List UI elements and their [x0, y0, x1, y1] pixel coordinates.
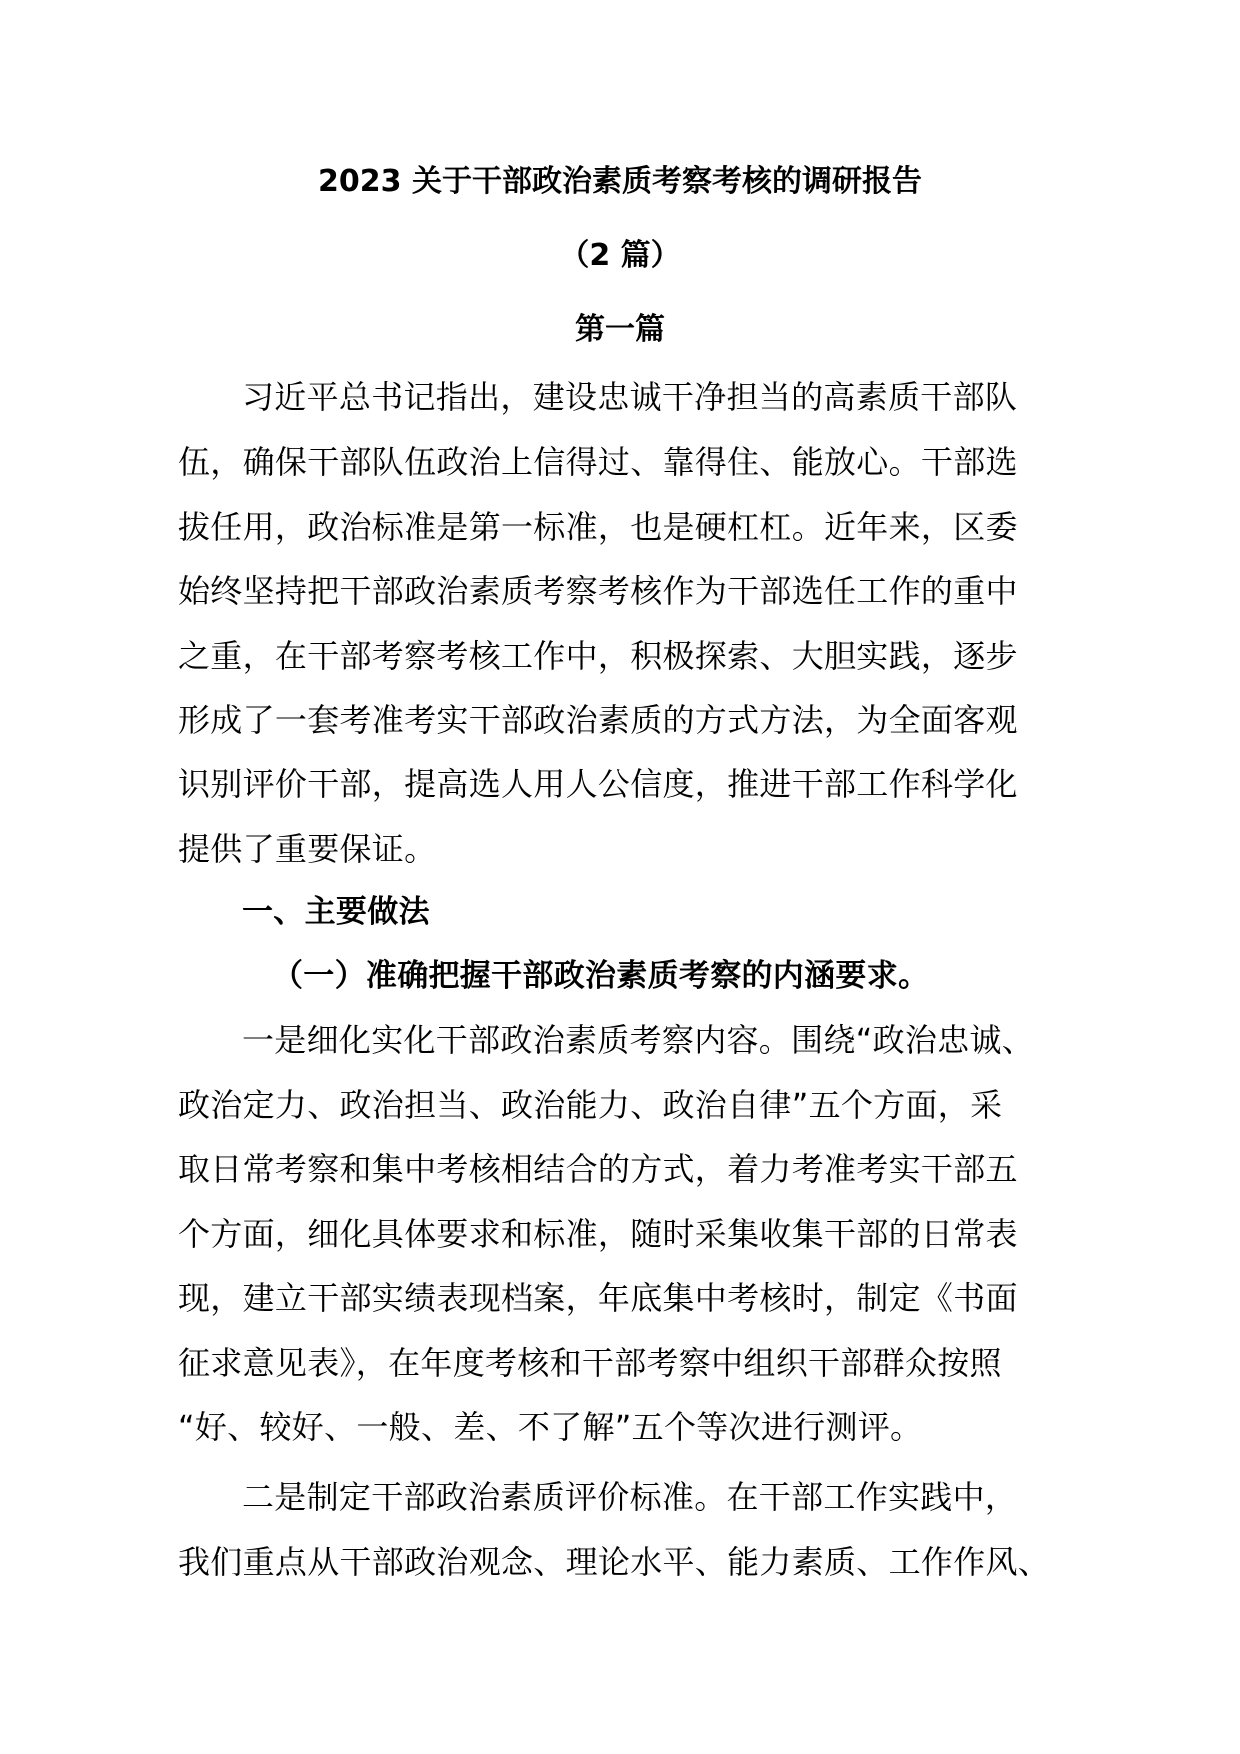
text-line: 个方面，细化具体要求和标准，随时采集收集干部的日常表	[178, 1215, 1018, 1253]
text-line: 形成了一套考准考实干部政治素质的方式方法，为全面客观	[178, 701, 1018, 739]
text-line: 取日常考察和集中考核相结合的方式，着力考准考实干部五	[178, 1150, 1018, 1188]
text-line: 习近平总书记指出，建设忠诚干净担当的高素质干部队	[242, 378, 1018, 416]
heading-main-practices: 一、主要做法	[242, 894, 430, 930]
text-line: 政治定力、政治担当、政治能力、政治自律”五个方面，采	[178, 1086, 1003, 1124]
text-line: 识别评价干部，提高选人用人公信度，推进干部工作科学化	[178, 765, 1018, 803]
text-line: 我们重点从干部政治观念、理论水平、能力素质、工作作风、	[178, 1543, 1051, 1581]
text-line: 现，建立干部实绩表现档案，年底集中考核时，制定《书面	[178, 1279, 1018, 1317]
text-line: 之重，在干部考察考核工作中，积极探索、大胆实践，逐步	[178, 637, 1018, 675]
text-line: 二是制定干部政治素质评价标准。在干部工作实践中，	[242, 1478, 1018, 1516]
text-line: 提供了重要保证。	[178, 830, 437, 868]
subheading-1: （一）准确把握干部政治素质考察的内涵要求。	[272, 958, 930, 994]
text-line: 一是细化实化干部政治素质考察内容。围绕“政治忠诚、	[242, 1021, 1035, 1059]
text-line: 始终坚持把干部政治素质考察考核作为干部选任工作的重中	[178, 572, 1018, 610]
document-title: 2023 关于干部政治素质考察考核的调研报告	[318, 164, 922, 199]
text-line: 伍，确保干部队伍政治上信得过、靠得住、能放心。干部选	[178, 443, 1018, 481]
text-line: 征求意见表》，在年度考核和干部考察中组织干部群众按照	[178, 1344, 1002, 1382]
section-title: 第一篇	[575, 312, 665, 347]
text-line: “好、较好、一般、差、不了解”五个等次进行测评。	[178, 1408, 923, 1446]
document-subtitle: （2 篇）	[559, 238, 681, 273]
text-line: 拔任用，政治标准是第一标准，也是硬杠杠。近年来，区委	[178, 508, 1018, 546]
